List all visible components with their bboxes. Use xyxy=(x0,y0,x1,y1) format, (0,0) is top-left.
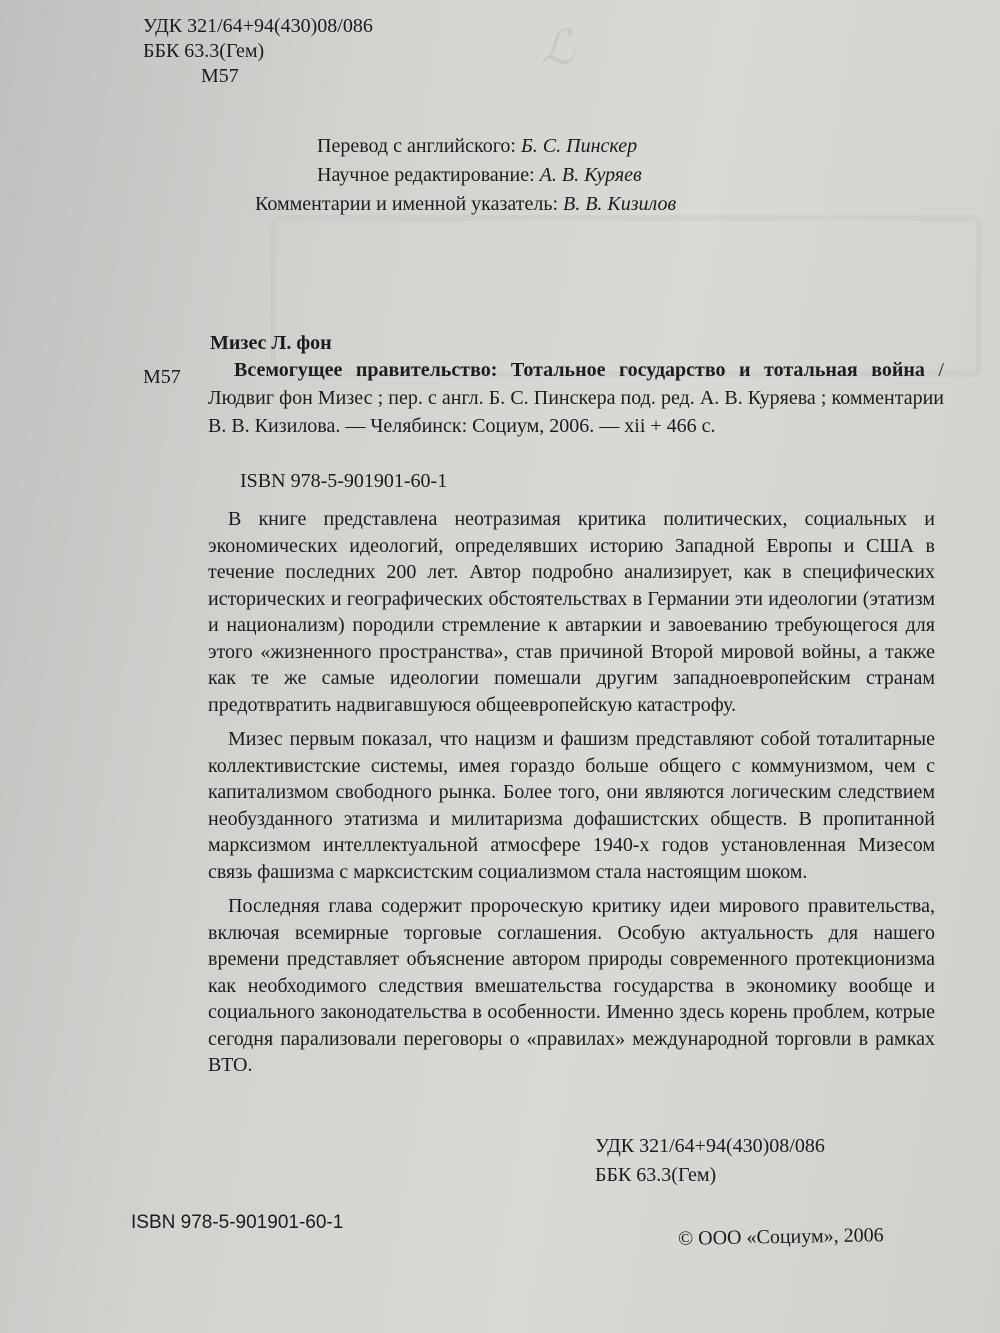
editing-credit xyxy=(255,161,676,190)
record-details: / Людвиг фон Мизес ; пер. с англ. Б. С. Пинскера под. ред. А. В. Куряева ; комментарии В. В. Кизилова. — Челябинск: Социум, 2006. — xii + 466 с. xyxy=(208,359,944,437)
footer-udk: УДК 321/64+94(430)08/086 xyxy=(595,1135,825,1157)
editing-label: Научное редактирование: xyxy=(317,164,535,186)
annotation xyxy=(208,506,935,1087)
editing-name: А. В. Куряев xyxy=(539,164,642,186)
copyright-notice: © ООО «Социум», 2006 xyxy=(677,1224,884,1250)
translation-name: Б. С. Пинскер xyxy=(520,135,638,157)
classification-header xyxy=(143,14,373,89)
record-isbn: ISBN 978-5-901901-60-1 xyxy=(240,470,448,492)
record-author: Мизес Л. фон xyxy=(210,332,332,354)
credits-block xyxy=(255,132,676,219)
footer-isbn: ISBN 978-5-901901-60-1 xyxy=(131,1212,344,1233)
book-title: Всемогущее правительство: Тотальное государство и тотальная война xyxy=(234,359,925,381)
bibliographic-record xyxy=(208,356,944,440)
udk-code: УДК 321/64+94(430)08/086 xyxy=(143,15,373,37)
author-mark: М57 xyxy=(201,65,239,87)
annotation-paragraph: Мизес первым показал, что нацизм и фашизм представляют собой тоталитарные коллективистские системы, имея гораздо больше общего с коммунизмом, чем с капитализмом свободного рынка. Более того, они являются логическим следствием необузданного этатизма и милитаризма дофашистских обществ. В пропитанной марксизмом интеллектуальной атмосфере 1940-х годов установленная Мизесом связь фашизма с марксистским социализмом стала настоящим шоком. xyxy=(208,728,935,883)
comments-name: В. В. Кизилов xyxy=(563,193,677,215)
bbk-code: ББК 63.3(Гем) xyxy=(143,40,265,62)
annotation-paragraph: В книге представлена неотразимая критика политических, социальных и экономических идеологий, определявших историю Западной Европы и США в течение последних 200 лет. Автор подробно анализирует, как в специфических исторических и географических обстоятельствах в Германии эти идеологии (этатизм и национализм) породили стремление к автаркии и завоеванию требующегося для этого «жизненного пространства», став причиной Второй мировой войны, а также как те же самые идеологии помешали другим западноевропейским странам предотвратить надвигавшуюся общеевропейскую катастрофу. xyxy=(208,508,935,716)
footer-bbk: ББК 63.3(Гем) xyxy=(595,1164,717,1186)
footer-classification xyxy=(595,1132,825,1190)
record-code: М57 xyxy=(143,366,181,388)
comments-label: Комментарии и именной указатель: xyxy=(255,193,558,215)
comments-credit xyxy=(255,190,676,219)
translation-label: Перевод с английского: xyxy=(317,135,516,157)
show-through-text: ℒ xyxy=(539,21,576,76)
translation-credit xyxy=(255,132,676,161)
annotation-paragraph: Последняя глава содержит пророческую критику идеи мирового правительства, включая всемирные торговые соглашения. Особую актуальность для нашего времени представляет объяснение автором природы современного протекционизма как необходимого следствия вмешательства государства в экономику вообще и социального законодательства в особенности. Именно здесь корень проблем, котрые сегодня парализовали переговоры о «правилах» международной торговли в рамках ВТО. xyxy=(208,895,935,1076)
show-through-title-frame xyxy=(270,215,982,377)
